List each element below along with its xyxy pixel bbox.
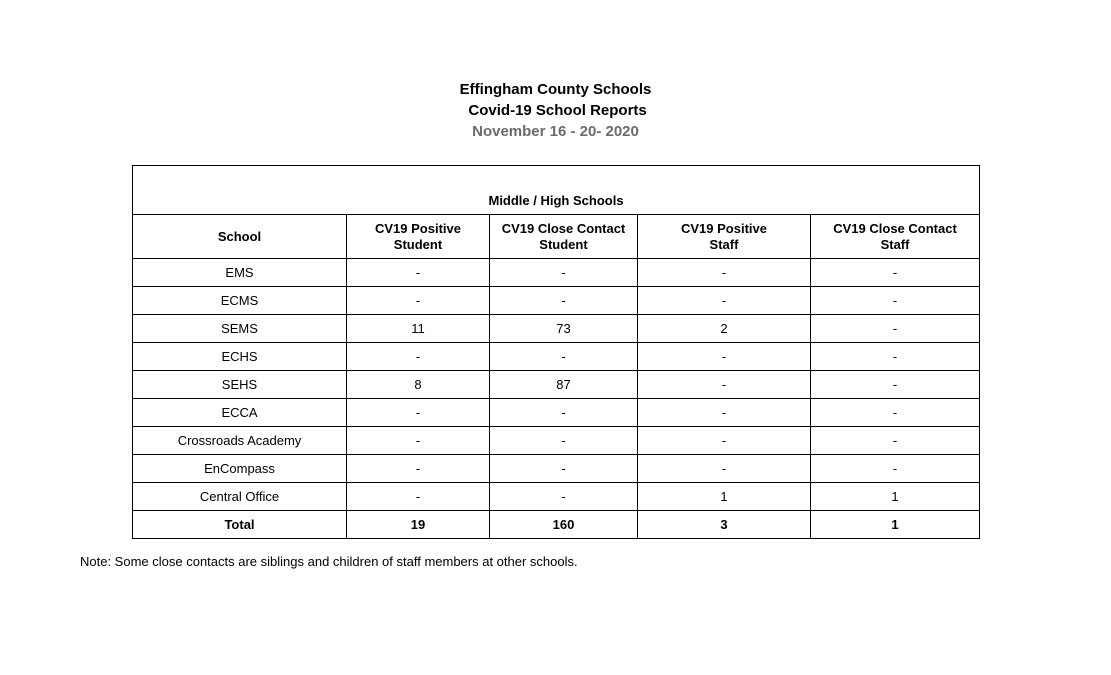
count-cell: - (638, 343, 811, 371)
footnote: Note: Some close contacts are siblings and children of staff members at other schools. (80, 554, 578, 569)
table-row (133, 399, 980, 427)
table-row (133, 287, 980, 315)
count-cell: 2 (638, 315, 811, 343)
column-header-label: CV19 Close Contact Student (501, 220, 626, 252)
count-cell: - (347, 427, 490, 455)
count-cell: 87 (490, 371, 638, 399)
school-name-cell: ECCA (133, 399, 347, 427)
total-count-cell: 1 (811, 511, 980, 539)
school-name-cell: SEMS (133, 315, 347, 343)
column-header-school (133, 215, 347, 259)
count-cell: - (347, 455, 490, 483)
report-header (0, 79, 1111, 142)
count-cell: - (638, 287, 811, 315)
school-name-cell: ECHS (133, 343, 347, 371)
count-cell: - (490, 259, 638, 287)
table-row (133, 371, 980, 399)
column-header-positive-staff (638, 215, 811, 259)
total-count-cell: 19 (347, 511, 490, 539)
count-cell: 1 (811, 483, 980, 511)
count-cell: - (347, 343, 490, 371)
table-row (133, 483, 980, 511)
column-header-close-contact-staff (811, 215, 980, 259)
count-cell: - (490, 287, 638, 315)
column-header-label: CV19 Positive Staff (681, 220, 767, 252)
count-cell: - (811, 315, 980, 343)
table-row (133, 427, 980, 455)
section-title: Middle / High Schools (133, 166, 980, 215)
count-cell: - (638, 399, 811, 427)
count-cell: - (347, 483, 490, 511)
table-row (133, 259, 980, 287)
table-row (133, 455, 980, 483)
school-name-cell: EMS (133, 259, 347, 287)
count-cell: 1 (638, 483, 811, 511)
count-cell: - (347, 259, 490, 287)
total-count-cell: 160 (490, 511, 638, 539)
school-name-cell: EnCompass (133, 455, 347, 483)
count-cell: - (638, 427, 811, 455)
school-name-cell: SEHS (133, 371, 347, 399)
count-cell: - (638, 259, 811, 287)
total-count-cell: 3 (638, 511, 811, 539)
count-cell: - (811, 455, 980, 483)
total-label-cell: Total (133, 511, 347, 539)
column-header-label: CV19 Positive Student (375, 220, 461, 252)
total-row (133, 511, 980, 539)
report-title: Covid-19 School Reports (464, 102, 647, 119)
report-dates: November 16 - 20- 2020 (472, 123, 639, 140)
count-cell: - (811, 343, 980, 371)
column-header-row (133, 215, 980, 259)
count-cell: 73 (490, 315, 638, 343)
count-cell: - (638, 371, 811, 399)
table-row (133, 315, 980, 343)
count-cell: - (490, 343, 638, 371)
count-cell: - (811, 259, 980, 287)
covid-report-table (132, 165, 980, 539)
count-cell: 8 (347, 371, 490, 399)
count-cell: 11 (347, 315, 490, 343)
column-header-positive-student (347, 215, 490, 259)
school-name-cell: Central Office (133, 483, 347, 511)
count-cell: - (490, 455, 638, 483)
count-cell: - (811, 427, 980, 455)
count-cell: - (490, 427, 638, 455)
column-header-label: CV19 Close Contact Staff (833, 220, 957, 252)
count-cell: - (811, 287, 980, 315)
school-name-cell: Crossroads Academy (133, 427, 347, 455)
section-title-row (133, 166, 980, 215)
count-cell: - (347, 287, 490, 315)
column-header-label: School (217, 228, 262, 244)
count-cell: - (811, 371, 980, 399)
table-row (133, 343, 980, 371)
org-title: Effingham County Schools (459, 81, 652, 98)
count-cell: - (490, 399, 638, 427)
count-cell: - (347, 399, 490, 427)
school-name-cell: ECMS (133, 287, 347, 315)
count-cell: - (811, 399, 980, 427)
column-header-close-contact-student (490, 215, 638, 259)
count-cell: - (490, 483, 638, 511)
count-cell: - (638, 455, 811, 483)
